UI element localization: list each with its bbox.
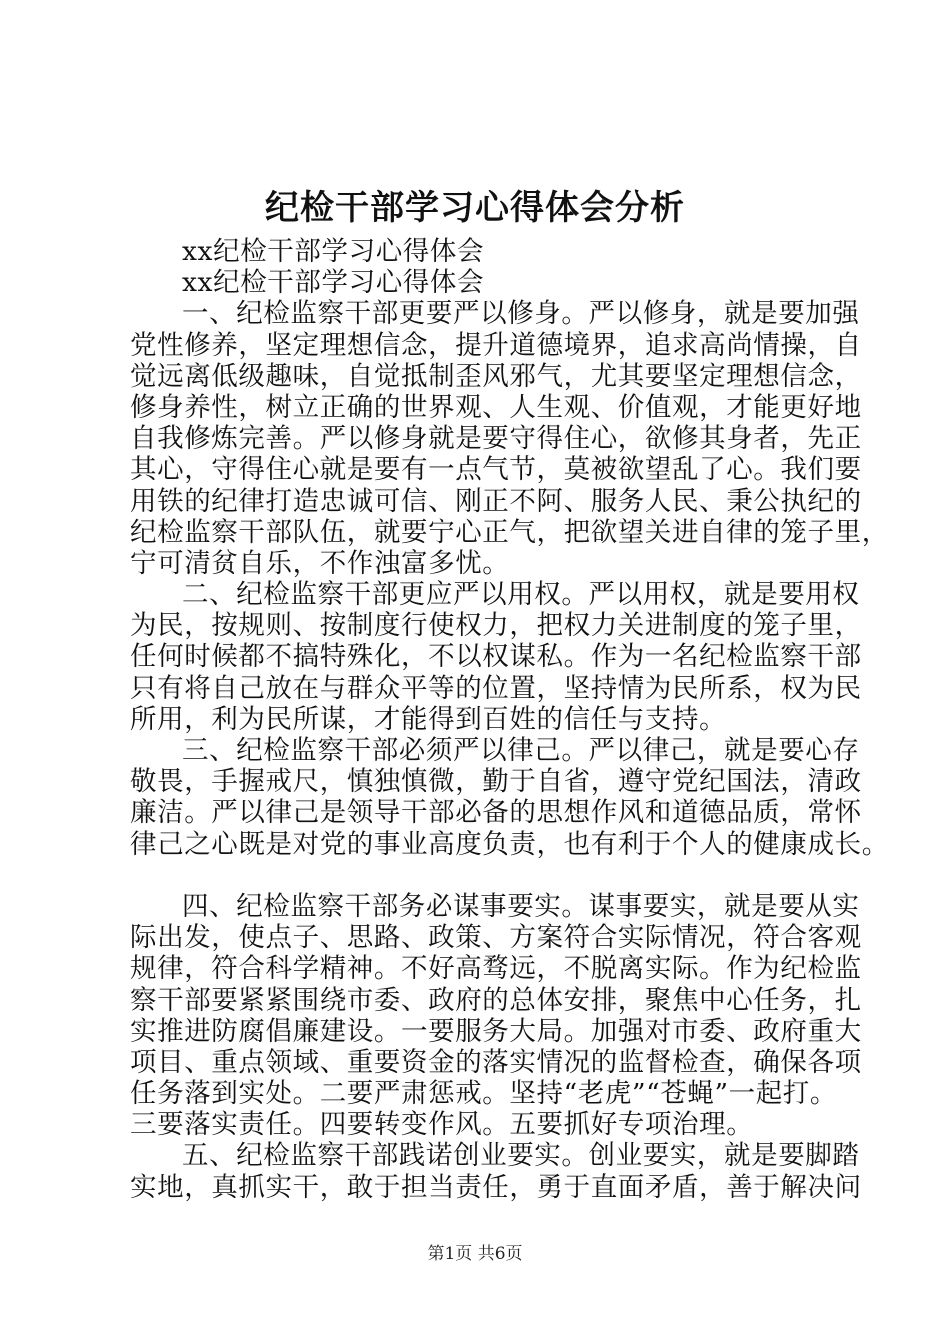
paragraph-line: 一、纪检监察干部更要严以修身。严以修身，就是要加强 bbox=[182, 298, 860, 330]
paragraph-line: 际出发，使点子、思路、政策、方案符合实际情况，符合客观 bbox=[130, 922, 862, 954]
paragraph-line: 为民，按规则、按制度行使权力，把权力关进制度的笼子里， bbox=[130, 610, 862, 642]
paragraph-line: 修身养性，树立正确的世界观、人生观、价值观，才能更好地 bbox=[130, 391, 862, 423]
paragraph-line: 觉远离低级趣味，自觉抵制歪风邪气，尤其要坚定理想信念， bbox=[130, 360, 862, 392]
paragraph-line: 廉洁。严以律己是领导干部必备的思想作风和道德品质，常怀 bbox=[130, 797, 862, 829]
paragraph-line: 五、纪检监察干部践诺创业要实。创业要实，就是要脚踏 bbox=[182, 1140, 860, 1172]
paragraph-line: 宁可清贫自乐，不作浊富多忧。 bbox=[130, 547, 510, 579]
paragraph-line: 任何时候都不搞特殊化，不以权谋私。作为一名纪检监察干部 bbox=[130, 641, 862, 673]
paragraph-line: 实推进防腐倡廉建设。一要服务大局。加强对市委、政府重大 bbox=[130, 1015, 862, 1047]
blank-line bbox=[130, 860, 852, 891]
paragraph-line: 三、纪检监察干部必须严以律己。严以律己，就是要心存 bbox=[182, 735, 860, 766]
paragraph-line: 项目、重点领域、重要资金的落实情况的监督检查，确保各项 bbox=[130, 1046, 862, 1078]
document-title: 纪检干部学习心得体会分析 bbox=[265, 188, 685, 228]
paragraph-line: 敬畏，手握戒尺，慎独慎微，勤于自省，遵守党纪国法，清政 bbox=[130, 766, 862, 798]
paragraph-line: 用铁的纪律打造忠诚可信、刚正不阿、服务人民、秉公执纪的 bbox=[130, 485, 862, 517]
page-number-footer: 第1页 共6页 bbox=[427, 1244, 523, 1264]
paragraph-line: 任务落到实处。二要严肃惩戒。坚持“老虎”“苍蝇”一起打。 bbox=[130, 1078, 837, 1110]
paragraph-line: 律己之心既是对党的事业高度负责，也有利于个人的健康成长。 bbox=[130, 828, 889, 860]
paragraph-line: 只有将自己放在与群众平等的位置，坚持情为民所系，权为民 bbox=[130, 672, 862, 704]
paragraph-line: 四、纪检监察干部务必谋事要实。谋事要实，就是要从实 bbox=[182, 890, 860, 922]
paragraph-line: 所用，利为民所谋，才能得到百姓的信任与支持。 bbox=[130, 703, 727, 735]
paragraph-line: 三要落实责任。四要转变作风。五要抓好专项治理。 bbox=[130, 1109, 754, 1141]
subtitle-line: xx纪检干部学习心得体会 bbox=[182, 267, 485, 299]
paragraph-line: 实地，真抓实干，敢于担当责任，勇于直面矛盾，善于解决问 bbox=[130, 1171, 862, 1203]
paragraph-line: 纪检监察干部队伍，就要宁心正气，把欲望关进自律的笼子里， bbox=[130, 516, 889, 548]
paragraph-line: 规律，符合科学精神。不好高骛远，不脱离实际。作为纪检监 bbox=[130, 953, 862, 985]
paragraph-line: 察干部要紧紧围绕市委、政府的总体安排，聚焦中心任务，扎 bbox=[130, 984, 862, 1016]
paragraph-line: 二、纪检监察干部更应严以用权。严以用权，就是要用权 bbox=[182, 579, 860, 611]
paragraph-line: 党性修养，坚定理想信念，提升道德境界，追求高尚情操，自 bbox=[130, 329, 862, 361]
document-body bbox=[130, 236, 889, 1203]
paragraph-line: 其心，守得住心就是要有一点气节，莫被欲望乱了心。我们要 bbox=[130, 454, 862, 486]
subtitle-line: xx纪检干部学习心得体会 bbox=[182, 236, 485, 267]
paragraph-line: 自我修炼完善。严以修身就是要守得住心，欲修其身者，先正 bbox=[130, 423, 862, 455]
